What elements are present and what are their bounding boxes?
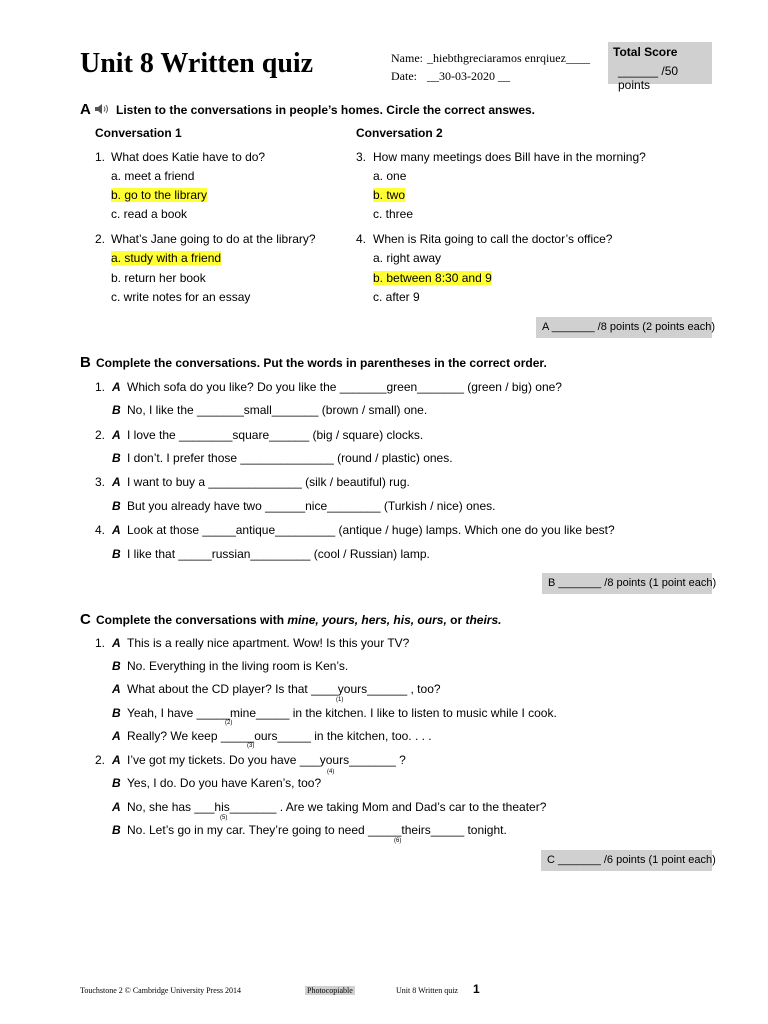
answer-option: a. one (373, 169, 407, 183)
question-number: 3. (356, 150, 367, 164)
speaker-label: A (112, 636, 121, 650)
conversation-line: No, she has ___his_______ . Are we taking Mom and Dad’s car to the theater? (127, 800, 547, 814)
conversation-line: I want to buy a ______________ (silk / beautiful) rug. (127, 475, 410, 489)
answer-option: c. after 9 (373, 290, 420, 304)
blank-number: (2) (225, 720, 233, 726)
answer-option: c. read a book (111, 207, 188, 221)
section-b-score: B _______ /8 points (1 point each) (542, 573, 712, 594)
speaker-b: B (112, 403, 121, 417)
conversation-line: Yes, I do. Do you have Karen’s, too? (127, 776, 322, 790)
conversation-line: But you already have two ______nice________ (Turkish / nice) ones. (127, 499, 496, 513)
item-number: 1. (95, 380, 106, 394)
conversation-line: I like that _____russian_________ (cool / Russian) lamp. (127, 547, 430, 561)
instruction-or: or (450, 613, 463, 627)
speaker-label: B (112, 706, 121, 720)
date-value: __30-03-2020 __ (427, 69, 510, 83)
item-number: 2. (95, 428, 106, 442)
section-b-letter: B (80, 354, 91, 371)
answer-option-selected: b. go to the library (111, 188, 208, 202)
blank-number: (5) (220, 815, 228, 821)
section-b-instruction: Complete the conversations. Put the words in parentheses in the correct order. (96, 356, 547, 370)
question-number: 2. (95, 232, 106, 246)
instruction-words: mine, yours, hers, his, ours, (287, 613, 447, 627)
name-label: Name: (391, 51, 423, 65)
conversation-2-title: Conversation 2 (356, 126, 443, 140)
blank-number: (1) (336, 697, 344, 703)
conversation-line: What about the CD player? Is that ____yours______ , too? (127, 682, 441, 696)
answer-option-selected: b. between 8:30 and 9 (373, 271, 492, 285)
speaker-label: A (112, 800, 121, 814)
total-score-value: ______ /50 points (618, 64, 679, 92)
conversation-line: This is a really nice apartment. Wow! Is this your TV? (127, 636, 410, 650)
section-a-instruction: Listen to the conversations in people’s homes. Circle the correct answes. (116, 103, 536, 117)
footer-photocopiable: Photocopiable (307, 986, 353, 995)
conversation-line: No, I like the _______small_______ (brown / small) one. (127, 403, 428, 417)
footer-unit: Unit 8 Written quiz (396, 986, 458, 995)
blank-number: (4) (327, 769, 335, 775)
speaker-label: A (112, 729, 121, 743)
conversation-line: Look at those _____antique_________ (antique / huge) lamps. Which one do you like best? (127, 523, 615, 537)
answer-option: a. meet a friend (111, 169, 195, 183)
item-number: 4. (95, 523, 106, 537)
answer-option: c. write notes for an essay (111, 290, 251, 304)
footer-copyright: Touchstone 2 © Cambridge University Press 2014 (80, 986, 242, 995)
answer-option-selected: a. study with a friend (111, 251, 222, 265)
speaker-label: B (112, 823, 121, 837)
date-label: Date: (391, 69, 417, 83)
section-c-instruction (96, 613, 501, 627)
blank-number: (3) (247, 743, 255, 749)
page-title: Unit 8 Written quiz (80, 48, 314, 79)
speaker-b: B (112, 547, 121, 561)
section-a-letter: A (80, 101, 91, 118)
conversation-line: No. Everything in the living room is Ken’s. (127, 659, 349, 673)
answer-option-selected: b. two (373, 188, 406, 202)
instruction-prefix: Complete the conversations with (96, 613, 285, 627)
question-text: What’s Jane going to do at the library? (111, 232, 316, 246)
question-number: 4. (356, 232, 367, 246)
conversation-1-title: Conversation 1 (95, 126, 182, 140)
question-number: 1. (95, 150, 106, 164)
blank-number: (6) (394, 838, 402, 844)
total-score-label: Total Score (613, 45, 678, 59)
conversation-number: 2. (95, 753, 106, 767)
speaker-a: A (112, 428, 121, 442)
speaker-label: A (112, 753, 121, 767)
conversation-line: I love the ________square______ (big / square) clocks. (127, 428, 424, 442)
page-number: 1 (473, 982, 480, 996)
speaker-label: A (112, 682, 121, 696)
conversation-line: Which sofa do you like? Do you like the _______green_______ (green / big) one? (127, 380, 562, 394)
question-text: When is Rita going to call the doctor’s office? (373, 232, 613, 246)
speaker-a: A (112, 523, 121, 537)
conversation-number: 1. (95, 636, 106, 650)
instruction-last: theirs. (465, 613, 502, 627)
conversation-line: I’ve got my tickets. Do you have ___yours_______ ? (127, 753, 406, 767)
question-text: How many meetings does Bill have in the morning? (373, 150, 646, 164)
speaker-b: B (112, 499, 121, 513)
answer-option: b. return her book (111, 271, 206, 285)
total-score-box (608, 42, 712, 92)
speaker-label: B (112, 659, 121, 673)
section-c-score: C _______ /6 points (1 point each) (541, 850, 712, 871)
speaker-a: A (112, 475, 121, 489)
conversation-line: Yeah, I have _____mine_____ in the kitchen. I like to listen to music while I cook. (127, 706, 557, 720)
conversation-line: No. Let’s go in my car. They’re going to need _____theirs_____ tonight. (127, 823, 507, 837)
speaker-b: B (112, 451, 121, 465)
answer-option: a. right away (373, 251, 442, 265)
section-a-score: A _______ /8 points (2 points each) (536, 317, 712, 338)
question-text: What does Katie have to do? (111, 150, 266, 164)
speaker-a: A (112, 380, 121, 394)
name-value: _hiebthgreciaramos enrqiuez____ (427, 51, 590, 65)
answer-option: c. three (373, 207, 414, 221)
speaker-label: B (112, 776, 121, 790)
conversation-line: Really? We keep _____ours_____ in the kitchen, too. . . . (127, 729, 432, 743)
item-number: 3. (95, 475, 106, 489)
section-c-letter: C (80, 611, 91, 628)
speaker-icon (94, 103, 110, 115)
conversation-line: I don’t. I prefer those ______________ (round / plastic) ones. (127, 451, 453, 465)
